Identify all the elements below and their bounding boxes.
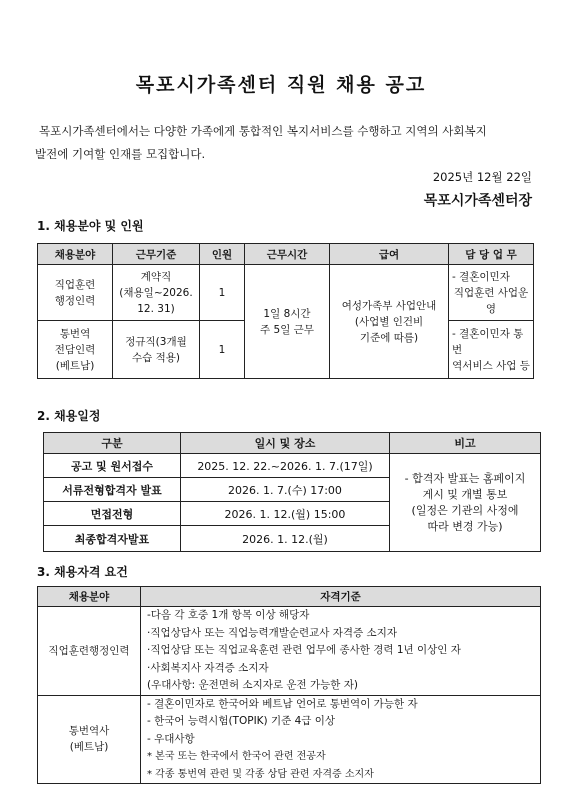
header-datetime: 일시 및 장소 [181, 433, 390, 454]
table-header-row [38, 244, 534, 265]
field-cell: 통번역 전담인력 (베트남) [38, 321, 113, 379]
intro-paragraph [35, 120, 540, 166]
schedule-label: 최종합격자발표 [44, 526, 181, 552]
criteria-cell: - 결혼이민자로 한국어와 베트남 언어로 통번역이 가능한 자 - 한국어 능력시험(TOPIK) 기준 4급 이상 - 우대사항 * 본국 또는 한국에서 한국어 관련 전공자 * 각종 통번역 관련 및 각종 상담 관련 자격증 소지자 [141, 695, 541, 784]
header-field: 채용분야 [38, 244, 113, 265]
field-cell: 직업훈련 행정인력 [38, 265, 113, 321]
schedule-label: 서류전형합격자 발표 [44, 478, 181, 502]
header-hours: 근무시간 [245, 244, 330, 265]
header-count: 인원 [200, 244, 245, 265]
header-basis: 근무기준 [113, 244, 200, 265]
header-category: 구분 [44, 433, 181, 454]
announcement-date: 2025년 12월 22일 [432, 170, 532, 184]
header-field: 채용분야 [38, 587, 141, 607]
section2-heading: 2. 채용일정 [37, 409, 101, 423]
table-row [38, 265, 534, 321]
table-row [38, 607, 541, 696]
basis-cell: 계약직 (채용일~2026. 12. 31) [113, 265, 200, 321]
intro-line-2: 발전에 기여할 인재를 모집합니다. [35, 147, 206, 161]
qualification-table [37, 586, 541, 784]
schedule-table [43, 432, 541, 552]
schedule-value: 2025. 12. 22.~2026. 1. 7.(17일) [181, 454, 390, 478]
count-cell: 1 [200, 321, 245, 379]
schedule-value: 2026. 1. 12.(월) [181, 526, 390, 552]
schedule-label: 면접전형 [44, 502, 181, 526]
schedule-note: - 합격자 발표는 홈페이지 게시 및 개별 통보 (일정은 기관의 사정에 따라 변경 가능) [390, 454, 541, 552]
count-cell: 1 [200, 265, 245, 321]
hours-cell: 1일 8시간 주 5일 근무 [245, 265, 330, 379]
criteria-cell: -다음 각 호중 1개 항목 이상 해당자 ·직업상담사 또는 직업능력개발순련교사 자격증 소지자 ·직업상담 또는 직업교육훈련 관련 업무에 종사한 경력 1년 이상인 자 ·사회복지사 자격증 소지자 (우대사항: 운전면허 소지자로 운전 가능한 자) [141, 607, 541, 696]
page-title: 목포시가족센터 직원 채용 공고 [135, 74, 427, 96]
header-pay: 급여 [330, 244, 449, 265]
recruitment-fields-table [37, 243, 534, 379]
duty-cell: - 결혼이민자 직업훈련 사업운영 [449, 265, 534, 321]
schedule-value: 2026. 1. 12.(월) 15:00 [181, 502, 390, 526]
schedule-label: 공고 및 원서접수 [44, 454, 181, 478]
section1-heading: 1. 채용분야 및 인원 [37, 219, 144, 233]
section3-heading: 3. 채용자격 요건 [37, 565, 128, 579]
header-criteria: 자격기준 [141, 587, 541, 607]
header-note: 비고 [390, 433, 541, 454]
schedule-value: 2026. 1. 7.(수) 17:00 [181, 478, 390, 502]
header-duty: 담 당 업 무 [449, 244, 534, 265]
basis-cell: 정규직(3개월 수습 적용) [113, 321, 200, 379]
field-cell: 직업훈련행정인력 [38, 607, 141, 696]
organization-signature: 목포시가족센터장 [423, 193, 532, 209]
pay-cell: 여성가족부 사업안내 (사업별 인건비 기준에 따름) [330, 265, 449, 379]
field-cell: 통번역사 (베트남) [38, 695, 141, 784]
table-header-row [38, 587, 541, 607]
table-row [38, 695, 541, 784]
duty-cell: - 결혼이민자 통번 역서비스 사업 등 [449, 321, 534, 379]
table-header-row [44, 433, 541, 454]
table-row [44, 454, 541, 478]
intro-line-1: 목포시가족센터에서는 다양한 가족에게 통합적인 복지서비스를 수행하고 지역의 사회복지 [39, 124, 487, 138]
